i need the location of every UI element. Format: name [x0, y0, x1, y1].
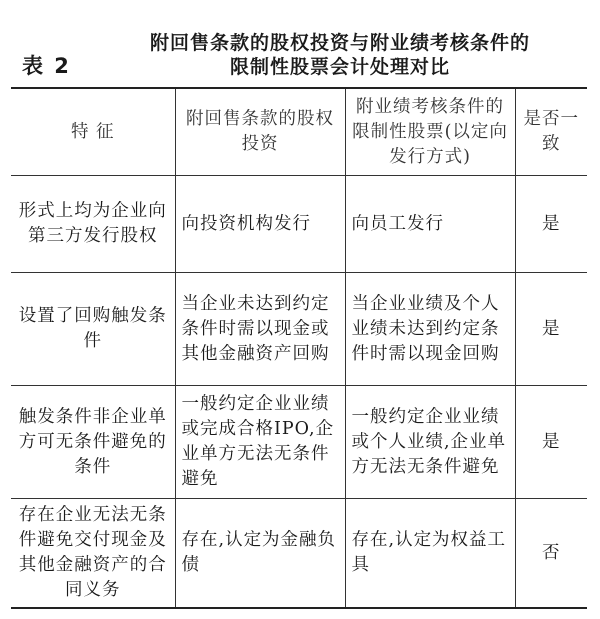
comparison-table	[11, 87, 587, 609]
cell-consistent: 是	[515, 386, 587, 499]
cell-consistent: 是	[515, 273, 587, 386]
table-row	[11, 386, 587, 499]
table-row	[11, 499, 587, 609]
cell-equity-investment: 当企业未达到约定条件时需以现金或其他金融资产回购	[175, 273, 345, 386]
table-row	[11, 273, 587, 386]
cell-consistent: 是	[515, 176, 587, 273]
cell-restricted-stock: 当企业业绩及个人业绩未达到约定条件时需以现金回购	[345, 273, 515, 386]
table-title-block	[0, 0, 600, 88]
table-title-line-2: 限制性股票会计处理对比	[229, 56, 450, 78]
header-row	[11, 88, 587, 176]
table-row	[11, 176, 587, 273]
header-equity-investment: 附回售条款的股权投资	[175, 88, 345, 176]
cell-equity-investment: 向投资机构发行	[175, 176, 345, 273]
cell-restricted-stock: 一般约定企业业绩或个人业绩,企业单方无法无条件避免	[345, 386, 515, 499]
header-consistent: 是否一致	[515, 88, 587, 176]
header-restricted-stock: 附业绩考核条件的限制性股票(以定向发行方式)	[345, 88, 515, 176]
cell-feature: 形式上均为企业向第三方发行股权	[11, 176, 175, 273]
cell-equity-investment: 存在,认定为金融负债	[175, 499, 345, 609]
cell-feature: 触发条件非企业单方可无条件避免的条件	[11, 386, 175, 499]
cell-feature: 存在企业无法无条件避免交付现金及其他金融资产的合同义务	[11, 499, 175, 609]
cell-restricted-stock: 存在,认定为权益工具	[345, 499, 515, 609]
cell-equity-investment: 一般约定企业业绩或完成合格IPO,企业单方无法无条件避免	[175, 386, 345, 499]
cell-consistent: 否	[515, 499, 587, 609]
table-header	[11, 88, 587, 176]
table-body	[11, 176, 587, 609]
table-title-line-1: 附回售条款的股权投资与附业绩考核条件的	[149, 32, 530, 54]
cell-restricted-stock: 向员工发行	[345, 176, 515, 273]
header-feature: 特 征	[11, 88, 175, 176]
table-number-label: 表 2	[22, 54, 71, 78]
cell-feature: 设置了回购触发条件	[11, 273, 175, 386]
